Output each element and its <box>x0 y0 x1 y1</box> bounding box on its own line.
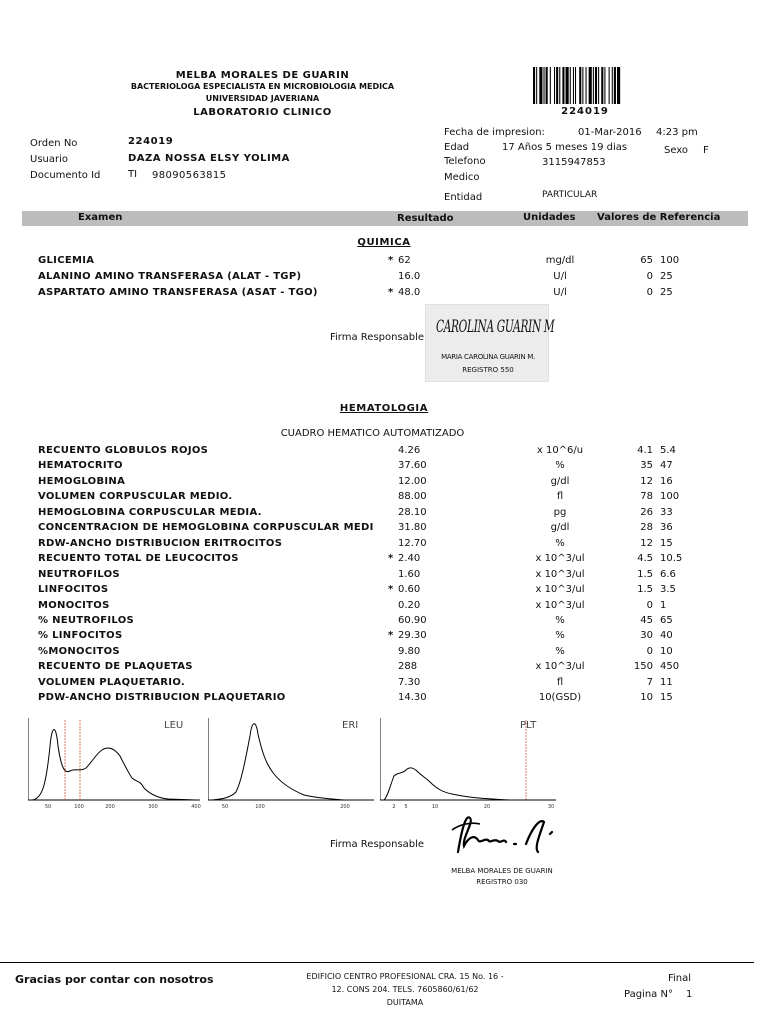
unit-value: % <box>555 537 565 549</box>
result-value: 12.70 <box>398 537 427 549</box>
barcode-icon <box>533 67 637 105</box>
doc-type: TI <box>128 169 138 180</box>
result-value: 9.80 <box>398 645 421 657</box>
unit-value: % <box>555 645 565 657</box>
table-row <box>0 460 768 475</box>
reference-max: 47 <box>660 460 673 472</box>
reference-min: 1.5 <box>637 568 653 580</box>
unit-value: x 10^3/ul <box>535 568 585 580</box>
reference-min: 30 <box>640 630 653 642</box>
result-value: 0.20 <box>398 599 421 611</box>
phone-label: Telefono <box>444 156 486 167</box>
reference-min: 7 <box>646 676 653 688</box>
test-name: HEMATOCRITO <box>38 460 123 472</box>
histogram-tick: 100 <box>255 804 265 810</box>
entity-value: PARTICULAR <box>542 190 598 200</box>
test-name: CONCENTRACION DE HEMOGLOBINA CORPUSCULAR MEDI <box>38 522 374 534</box>
col-units: Unidades <box>523 212 576 223</box>
abnormal-flag: * <box>388 287 394 298</box>
reference-min: 45 <box>640 614 653 626</box>
histogram-label: LEU <box>164 720 184 731</box>
reference-max: 1 <box>660 599 667 611</box>
test-name: VOLUMEN CORPUSCULAR MEDIO. <box>38 491 233 503</box>
lab-specialty: BACTERIOLOGA ESPECIALISTA EN MICROBIOLOGIA MEDICA <box>130 82 395 91</box>
reference-max: 11 <box>660 676 673 688</box>
test-name: GLICEMIA <box>38 255 95 266</box>
section-quimica-title: QUIMICA <box>357 237 411 248</box>
hematologia-subtitle: CUADRO HEMATICO AUTOMATIZADO <box>280 428 465 439</box>
table-row <box>0 600 768 615</box>
order-label: Orden No <box>30 138 78 149</box>
table-row <box>0 584 768 599</box>
result-value: 16.0 <box>398 271 421 282</box>
unit-value: x 10^3/ul <box>535 661 585 673</box>
unit-value: x 10^3/ul <box>535 584 585 596</box>
unit-value: % <box>555 630 565 642</box>
print-date-value: 01-Mar-2016 <box>578 127 642 138</box>
table-row <box>0 522 768 537</box>
column-header-band <box>22 211 748 226</box>
test-name: RDW-ANCHO DISTRIBUCION ERITROCITOS <box>38 537 283 549</box>
quimica-signature-label: Firma Responsable <box>330 332 425 343</box>
table-row <box>0 615 768 630</box>
sex-value: F <box>703 145 709 156</box>
reference-min: 0 <box>646 287 653 298</box>
doc-label: Documento Id <box>30 170 101 181</box>
print-time-value: 4:23 pm <box>656 127 698 138</box>
test-name: NEUTROFILOS <box>38 568 120 580</box>
col-exam: Examen <box>78 212 123 223</box>
user-value: DAZA NOSSA ELSY YOLIMA <box>128 153 290 164</box>
quimica-signature-image <box>425 304 555 382</box>
reference-max: 100 <box>660 491 680 503</box>
entity-label: Entidad <box>444 192 483 203</box>
reference-max: 40 <box>660 630 673 642</box>
hematologia-signature-label: Firma Responsable <box>330 839 425 850</box>
table-row <box>0 491 768 506</box>
histogram-tick: 50 <box>221 804 229 810</box>
reference-min: 35 <box>640 460 653 472</box>
unit-value: x 10^3/ul <box>535 599 585 611</box>
result-value: 31.80 <box>398 522 427 534</box>
quimica-signature-script: CAROLINA GUARIN M <box>436 317 555 337</box>
test-name: RECUENTO TOTAL DE LEUCOCITOS <box>38 553 239 565</box>
reference-min: 0 <box>646 645 653 657</box>
doctor-label: Medico <box>444 172 480 183</box>
col-reference: Valores de Referencia <box>597 212 721 223</box>
reference-min: 12 <box>640 537 653 549</box>
footer-address-line3: DUITAMA <box>386 998 424 1007</box>
abnormal-flag: * <box>388 630 394 642</box>
histogram-tick: 30 <box>547 804 555 810</box>
reference-max: 10.5 <box>660 553 683 565</box>
histogram-tick: 200 <box>105 804 115 810</box>
unit-value: % <box>555 614 565 626</box>
result-value: 37.60 <box>398 460 427 472</box>
lab-name: LABORATORIO CLINICO <box>193 107 332 118</box>
result-value: 0.60 <box>398 584 421 596</box>
table-row <box>0 646 768 661</box>
unit-value: fl <box>556 491 564 503</box>
histogram-tick: 200 <box>340 804 350 810</box>
footer-thanks: Gracias por contar con nosotros <box>15 973 214 986</box>
lab-university: UNIVERSIDAD JAVERIANA <box>205 94 320 103</box>
reference-min: 150 <box>633 661 653 673</box>
histogram-label: PLT <box>520 720 537 731</box>
reference-max: 450 <box>660 661 680 673</box>
reference-min: 0 <box>646 599 653 611</box>
footer-address-line1: EDIFICIO CENTRO PROFESIONAL CRA. 15 No. 16 - <box>306 972 504 981</box>
histogram-plt <box>380 716 558 812</box>
reference-min: 78 <box>640 491 653 503</box>
test-name: HEMOGLOBINA CORPUSCULAR MEDIA. <box>38 506 262 518</box>
footer-status: Final <box>668 973 692 984</box>
abnormal-flag: * <box>388 255 394 266</box>
result-value: 2.40 <box>398 553 421 565</box>
print-date-label: Fecha de impresion: <box>444 127 545 138</box>
reference-max: 100 <box>660 255 680 266</box>
reference-min: 26 <box>640 506 653 518</box>
hematologia-signature-name: MELBA MORALES DE GUARIN <box>451 867 553 875</box>
result-value: 88.00 <box>398 491 427 503</box>
result-value: 29.30 <box>398 630 427 642</box>
reference-max: 33 <box>660 506 673 518</box>
test-name: ALANINO AMINO TRANSFERASA (ALAT - TGP) <box>38 271 302 282</box>
test-name: RECUENTO GLOBULOS ROJOS <box>38 445 209 456</box>
table-row <box>0 271 768 286</box>
table-row <box>0 553 768 568</box>
table-row <box>0 287 768 302</box>
result-value: 48.0 <box>398 287 421 298</box>
result-value: 60.90 <box>398 614 427 626</box>
section-hematologia-title: HEMATOLOGIA <box>339 403 429 414</box>
footer-page-number: 1 <box>686 989 693 1000</box>
table-row <box>0 538 768 553</box>
barcode-number: 224019 <box>561 106 609 117</box>
age-label: Edad <box>444 142 470 153</box>
test-name: MONOCITOS <box>38 599 110 611</box>
sex-label: Sexo <box>664 145 689 156</box>
histogram-tick: 5 <box>404 804 408 810</box>
reference-max: 65 <box>660 614 673 626</box>
result-value: 12.00 <box>398 475 427 487</box>
reference-max: 25 <box>660 287 673 298</box>
footer-page-label: Pagina N° <box>624 989 673 1000</box>
quimica-signature-reg: REGISTRO 550 <box>462 366 514 374</box>
unit-value: g/dl <box>550 475 570 487</box>
reference-max: 36 <box>660 522 673 534</box>
reference-min: 0 <box>646 271 653 282</box>
reference-max: 15 <box>660 692 673 704</box>
signature-scribble-icon <box>440 808 564 866</box>
histogram-label: ERI <box>342 720 359 731</box>
phone-value: 3115947853 <box>542 157 606 168</box>
lab-owner: MELBA MORALES DE GUARIN <box>175 70 350 81</box>
table-row <box>0 569 768 584</box>
reference-max: 15 <box>660 537 673 549</box>
table-row <box>0 630 768 645</box>
table-row <box>0 445 768 460</box>
result-value: 1.60 <box>398 568 421 580</box>
doc-value: 98090563815 <box>152 170 227 181</box>
test-name: %MONOCITOS <box>38 645 120 657</box>
result-value: 14.30 <box>398 692 427 704</box>
histogram-tick: 10 <box>431 804 439 810</box>
abnormal-flag: * <box>388 584 394 596</box>
reference-min: 1.5 <box>637 584 653 596</box>
hematologia-signature-reg: REGISTRO 030 <box>476 878 528 886</box>
table-row <box>0 692 768 707</box>
abnormal-flag: * <box>388 553 394 565</box>
unit-value: x 10^6/u <box>536 445 584 456</box>
unit-value: % <box>555 460 565 472</box>
result-value: 7.30 <box>398 676 421 688</box>
test-name: % NEUTROFILOS <box>38 614 135 626</box>
histogram-leu <box>28 716 202 812</box>
table-row <box>0 677 768 692</box>
hematologia-signature-image <box>440 808 564 890</box>
result-value: 28.10 <box>398 506 427 518</box>
result-value: 4.26 <box>398 445 421 456</box>
test-name: % LINFOCITOS <box>38 630 123 642</box>
table-row <box>0 507 768 522</box>
test-name: RECUENTO DE PLAQUETAS <box>38 661 193 673</box>
quimica-signature-name: MARIA CAROLINA GUARIN M. <box>441 353 535 361</box>
age-value: 17 Años 5 meses 19 dias <box>502 142 628 153</box>
table-row <box>0 255 768 270</box>
histogram-eri <box>208 716 376 812</box>
reference-max: 10 <box>660 645 673 657</box>
unit-value: U/l <box>553 287 567 298</box>
order-value: 224019 <box>128 136 174 147</box>
col-result: Resultado <box>397 213 454 224</box>
reference-max: 25 <box>660 271 673 282</box>
histogram-tick: 100 <box>74 804 84 810</box>
histogram-tick: 2 <box>392 804 396 810</box>
test-name: VOLUMEN PLAQUETARIO. <box>38 676 186 688</box>
histogram-tick: 20 <box>483 804 491 810</box>
histogram-tick: 50 <box>44 804 52 810</box>
histogram-tick: 300 <box>148 804 158 810</box>
reference-min: 4.5 <box>637 553 653 565</box>
user-label: Usuario <box>30 154 69 165</box>
reference-max: 16 <box>660 475 673 487</box>
footer-address-line2: 12. CONS 204. TELS. 7605860/61/62 <box>331 985 479 994</box>
reference-min: 65 <box>640 255 653 266</box>
unit-value: g/dl <box>550 522 570 534</box>
reference-min: 10 <box>640 692 653 704</box>
test-name: ASPARTATO AMINO TRANSFERASA (ASAT - TGO) <box>38 287 318 298</box>
reference-min: 28 <box>640 522 653 534</box>
result-value: 62 <box>398 255 411 266</box>
reference-min: 4.1 <box>637 445 653 456</box>
footer-divider <box>0 962 754 963</box>
reference-max: 6.6 <box>660 568 676 580</box>
unit-value: pg <box>553 506 567 518</box>
reference-max: 5.4 <box>660 445 676 456</box>
unit-value: x 10^3/ul <box>535 553 585 565</box>
unit-value: U/l <box>553 271 567 282</box>
test-name: LINFOCITOS <box>38 584 109 596</box>
reference-max: 3.5 <box>660 584 676 596</box>
test-name: PDW-ANCHO DISTRIBUCION PLAQUETARIO <box>38 692 286 704</box>
histogram-tick: 400 <box>191 804 201 810</box>
test-name: HEMOGLOBINA <box>38 475 126 487</box>
table-row <box>0 661 768 676</box>
table-row <box>0 476 768 491</box>
result-value: 288 <box>398 661 418 673</box>
unit-value: fl <box>556 676 564 688</box>
unit-value: mg/dl <box>545 255 575 266</box>
reference-min: 12 <box>640 475 653 487</box>
unit-value: 10(GSD) <box>538 692 582 704</box>
